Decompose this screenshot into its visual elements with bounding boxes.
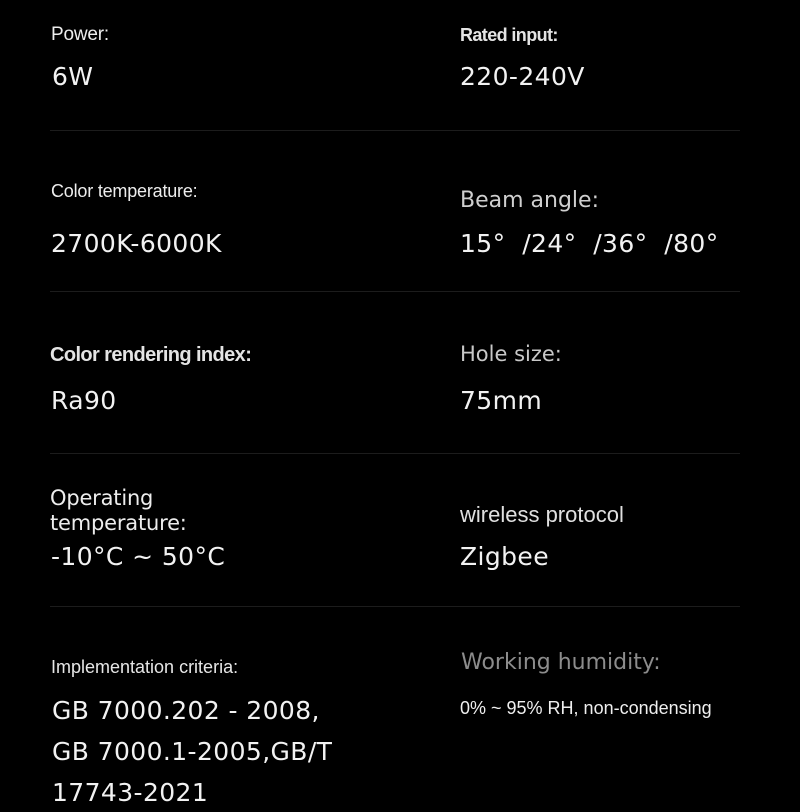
cri-value: Ra90: [51, 386, 117, 415]
cri-label: Color rendering index:: [50, 344, 252, 366]
hole-size-value: 75mm: [460, 386, 543, 415]
implementation-criteria-value-line3: 17743-2021: [52, 778, 209, 807]
rated-input-value: 220-240V: [460, 62, 585, 91]
beam-angle-value: 15° /24° /36° /80°: [460, 229, 719, 258]
row-divider-4: [50, 606, 740, 607]
operating-temperature-label-line2: temperature:: [50, 511, 187, 535]
implementation-criteria-value-line2: GB 7000.1-2005,GB/T: [52, 737, 333, 766]
hole-size-label: Hole size:: [460, 342, 562, 366]
beam-angle-label: Beam angle:: [460, 188, 599, 213]
power-value: 6W: [52, 62, 94, 91]
wireless-protocol-label: wireless protocol: [460, 502, 624, 527]
working-humidity-label: Working humidity:: [461, 650, 661, 675]
operating-temperature-label-line1: Operating: [50, 486, 154, 510]
wireless-protocol-value: Zigbee: [460, 542, 549, 571]
rated-input-label: Rated input:: [460, 25, 558, 45]
row-divider-1: [50, 130, 740, 131]
row-divider-3: [50, 453, 740, 454]
implementation-criteria-value-line1: GB 7000.202 - 2008,: [52, 696, 320, 725]
row-divider-2: [50, 291, 740, 292]
color-temperature-value: 2700K-6000K: [51, 229, 222, 258]
operating-temperature-value: -10°C ~ 50°C: [51, 542, 226, 571]
power-label: Power:: [51, 24, 109, 45]
implementation-criteria-label: Implementation criteria:: [51, 657, 239, 677]
working-humidity-value: 0% ~ 95% RH, non-condensing: [460, 698, 712, 718]
color-temperature-label: Color temperature:: [51, 181, 198, 201]
